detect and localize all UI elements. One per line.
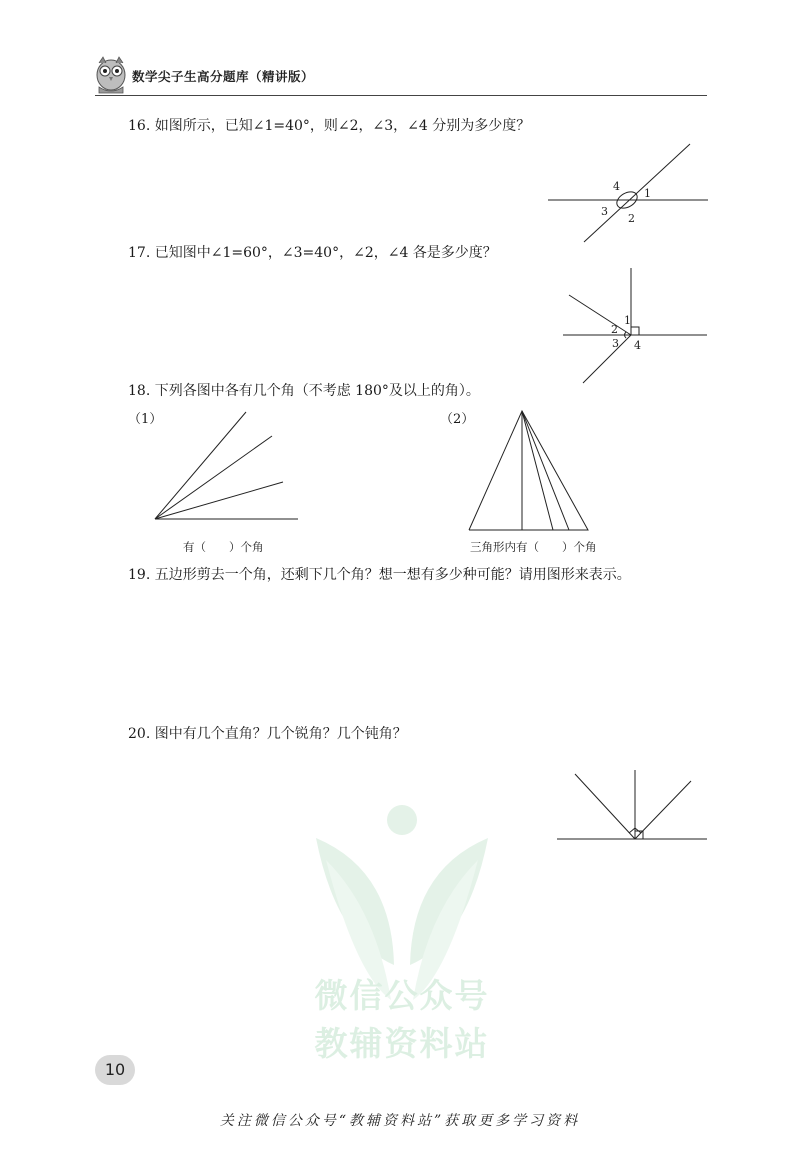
angle-label-4: 4	[634, 339, 641, 352]
problem-18	[128, 381, 480, 401]
triangle-outline	[469, 411, 588, 530]
page-number: 10	[104, 1060, 126, 1079]
problem-text: 如图所示，已知∠1=40°，则∠2，∠3，∠4 分别为多少度？	[154, 118, 531, 134]
angle-label-1: 1	[644, 187, 651, 200]
problem-number: 19.	[128, 567, 151, 583]
inner-segment-2	[522, 411, 553, 530]
angle-label-1: 1	[624, 314, 631, 327]
problem-number: 20.	[128, 726, 151, 742]
footer-note: 关注微信公众号“教辅资料站”获取更多学习资料	[219, 1113, 581, 1129]
figure-20-angles	[555, 768, 715, 848]
book-title: 数学尖子生高分题库（精讲版）	[132, 69, 315, 84]
ray-2	[155, 436, 272, 519]
header-divider	[95, 95, 707, 96]
angle-label-2: 2	[628, 212, 635, 225]
sub-figure-1-label: （1）	[128, 412, 163, 427]
owl-mascot-icon	[93, 55, 129, 95]
problem-text: 五边形剪去一个角，还剩下几个角？想一想有多少种可能？请用图形来表示。	[154, 567, 631, 583]
ray-1	[155, 412, 246, 519]
problem-number: 18.	[128, 383, 151, 399]
watermark-text-line-1: 微信公众号	[314, 976, 490, 1015]
right-ray	[635, 781, 691, 839]
angle-label-3: 3	[601, 205, 608, 218]
left-ray	[575, 774, 635, 839]
figure-16-intersecting-lines	[540, 140, 720, 245]
figure-17-angles	[555, 265, 715, 390]
problem-text: 图中有几个直角？几个锐角？几个钝角？	[154, 726, 407, 742]
upper-left-ray	[569, 295, 631, 335]
sub-figure-2-caption: 三角形内有（ ）个角	[470, 540, 597, 554]
angle-label-4: 4	[613, 180, 620, 193]
transversal-line	[584, 144, 690, 242]
problem-17	[128, 243, 497, 263]
inner-segment-3	[522, 411, 569, 530]
angle-label-2: 2	[611, 323, 618, 336]
problem-number: 17.	[128, 245, 151, 261]
ray-3	[155, 482, 283, 519]
watermark-text-line-2: 教辅资料站	[314, 1024, 490, 1063]
problem-19	[128, 565, 631, 585]
figure-18-1-fan-of-rays	[150, 408, 305, 526]
angle-label-3: 3	[612, 337, 619, 350]
problem-16	[128, 116, 530, 136]
problem-20	[128, 724, 407, 744]
problem-number: 16.	[128, 118, 151, 134]
problem-text: 下列各图中各有几个角（不考虑 180°及以上的角）。	[154, 383, 480, 399]
figure-18-2-triangle	[466, 408, 592, 532]
right-angle-marker	[631, 327, 639, 335]
sub-figure-1-caption: 有（ ）个角	[183, 540, 264, 554]
lower-left-ray	[583, 335, 631, 383]
problem-text: 已知图中∠1=60°，∠3=40°，∠2，∠4 各是多少度？	[154, 245, 497, 261]
sub-figure-2-label: （2）	[440, 412, 475, 427]
